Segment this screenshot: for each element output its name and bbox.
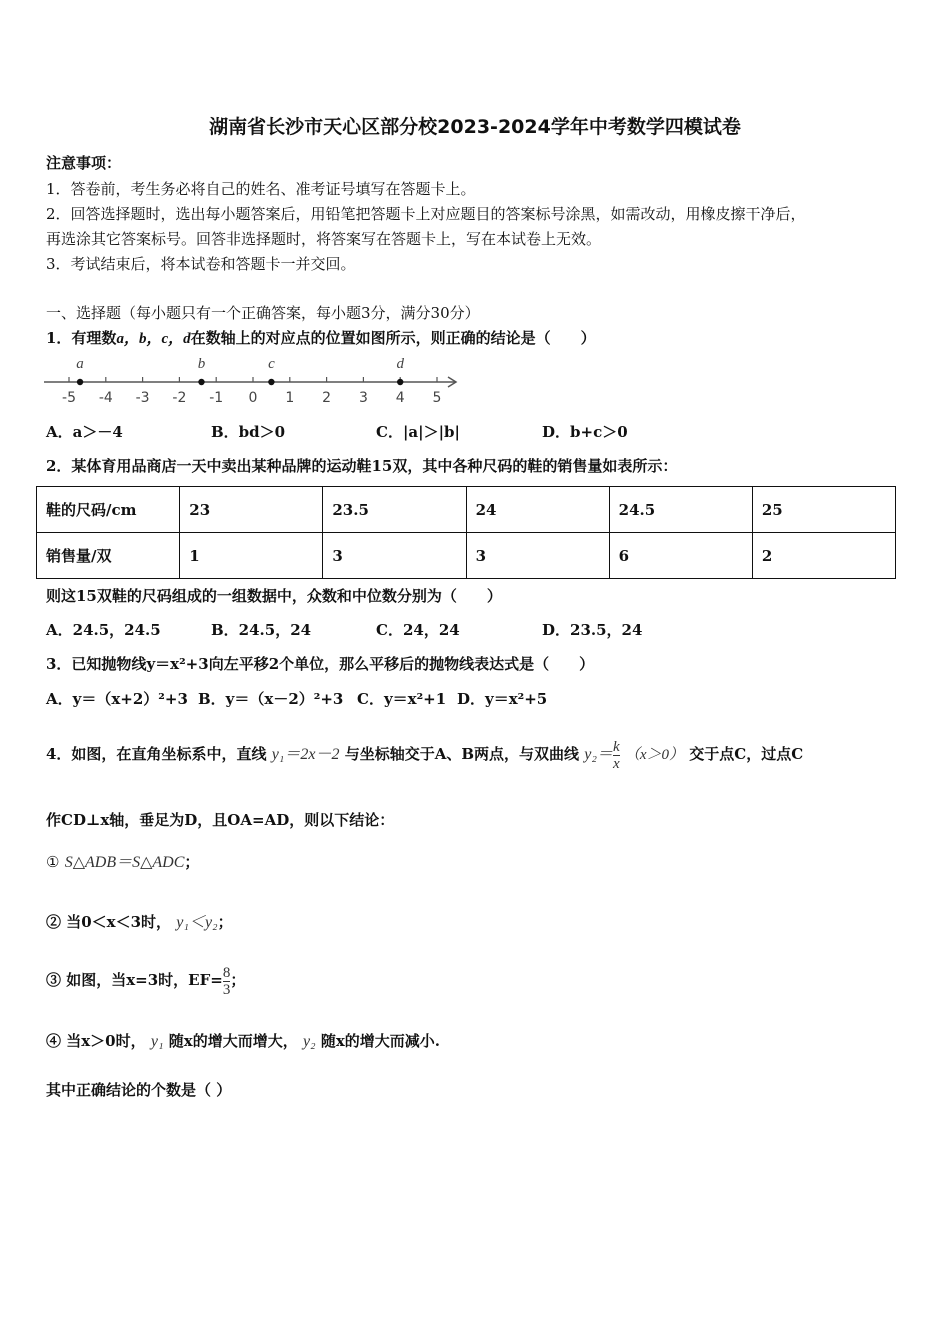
- q4-condition: （x＞0）: [624, 747, 685, 763]
- q4-c1-math: S△ADB＝S△ADC: [64, 854, 185, 871]
- q4-c2-text: ② 当0＜x＜3时，: [46, 913, 172, 931]
- q4-c1-end: ；: [184, 853, 200, 871]
- number-line-tick-label: 5: [432, 390, 442, 406]
- number-line-tick-label: 1: [285, 390, 295, 406]
- question-2-stem: 2．某体育用品商店一天中卖出某种品牌的运动鞋15双，其中各种尺码的鞋的销售量如表所示：: [46, 457, 678, 475]
- number-line-tick-label: 0: [248, 390, 258, 406]
- q4-stem-a: 4．如图，在直角坐标系中，直线: [46, 745, 267, 763]
- q4-c3-text: ③ 如图，当x=3时，EF=: [46, 971, 223, 989]
- q3-stem-a: 3．已知抛物线: [46, 655, 147, 673]
- q2-option-c[interactable]: C．24，24: [376, 621, 460, 639]
- q2-option-d[interactable]: D．23.5，24: [542, 621, 643, 639]
- q1-stem-b: 在数轴上的对应点的位置如图所示，则正确的结论是（ ）: [190, 329, 596, 347]
- q4-line-2: 作CD⊥x轴，垂足为D，且OA=AD，则以下结论：: [46, 811, 395, 829]
- q4-c2-end: ；: [217, 913, 233, 931]
- q4-c3-denominator: 3: [222, 981, 231, 998]
- q4-conclusion-2: [46, 909, 233, 932]
- table-cell: 24: [466, 487, 609, 533]
- number-line: [40, 352, 470, 408]
- table-row: [37, 487, 896, 533]
- table-cell: 1: [180, 533, 323, 579]
- q4-c4-y1: y₁: [150, 1033, 164, 1050]
- q4-conclusion-4: [46, 1030, 440, 1051]
- number-line-tick-label: -2: [172, 390, 187, 406]
- q4-hyperbola-denominator: x: [612, 755, 620, 772]
- q4-conclusion-3: [46, 962, 245, 998]
- number-line-tick-label: -5: [62, 390, 76, 406]
- note-2b: 再选涂其它答案标号。回答非选择题时，将答案写在答题卡上，写在本试卷上无效。: [46, 230, 602, 248]
- q3-option-c[interactable]: C．y＝x²+1: [357, 690, 447, 708]
- q4-c1-mark: ①: [46, 853, 60, 871]
- question-3-stem: [46, 653, 594, 674]
- number-line-point-d: [397, 379, 403, 385]
- shoe-size-table: [36, 486, 896, 579]
- page-title: 湖南省长沙市天心区部分校2023-2024学年中考数学四模试卷: [209, 116, 741, 138]
- number-line-tick-label: 3: [358, 390, 368, 406]
- number-line-tick-label: -4: [98, 390, 113, 406]
- table-cell: 23.5: [323, 487, 466, 533]
- number-line-point-label: c: [268, 356, 275, 372]
- note-1: 1．答卷前，考生务必将自己的姓名、准考证号填写在答题卡上。: [46, 180, 476, 198]
- q4-c4-text-c: 随x的增大而减小.: [320, 1032, 441, 1050]
- number-line-point-label: d: [396, 356, 404, 372]
- q1-option-d[interactable]: D．b+c＞0: [542, 423, 628, 441]
- q1-option-b[interactable]: B．bd＞0: [211, 423, 286, 441]
- table-cell: 25: [752, 487, 895, 533]
- q4-hyperbola-lhs: y₂＝: [584, 746, 613, 763]
- section-heading: 一、选择题（每小题只有一个正确答案，每小题3分，满分30分）: [46, 304, 480, 322]
- q3-option-a[interactable]: A．y＝（x+2）²+3: [46, 690, 188, 708]
- table-cell: 销售量/双: [37, 533, 180, 579]
- number-line-tick-label: -1: [209, 390, 224, 406]
- q4-stem-b: 与坐标轴交于A、B两点，与双曲线: [344, 745, 580, 763]
- q4-ask: 其中正确结论的个数是（ ）: [46, 1081, 232, 1099]
- q4-conclusion-1: [46, 849, 199, 872]
- q3-equation: y＝x²+3: [146, 655, 209, 673]
- table-cell: 3: [323, 533, 466, 579]
- table-cell: 3: [466, 533, 609, 579]
- q3-option-b[interactable]: B．y＝（x－2）²+3: [198, 690, 344, 708]
- table-cell: 2: [752, 533, 895, 579]
- q1-option-c[interactable]: C．|a|＞|b|: [376, 423, 460, 441]
- question-4-stem: [46, 734, 803, 774]
- number-line-point-a: [77, 379, 83, 385]
- number-line-point-b: [198, 379, 204, 385]
- q4-hyperbola-numerator: k: [612, 738, 620, 755]
- q2-option-b[interactable]: B．24.5，24: [211, 621, 312, 639]
- q4-c4-text-a: ④ 当x＞0时，: [46, 1032, 146, 1050]
- table-cell: 6: [609, 533, 752, 579]
- q4-c4-text-b: 随x的增大而增大，: [168, 1032, 298, 1050]
- number-line-point-c: [268, 379, 274, 385]
- q3-stem-b: 向左平移2个单位，那么平移后的抛物线表达式是（ ）: [208, 655, 595, 673]
- number-line-tick-label: 2: [322, 390, 332, 406]
- q4-c2-math: y₁＜y₂: [176, 914, 218, 931]
- number-line-tick-label: -3: [135, 390, 150, 406]
- table-cell: 24.5: [609, 487, 752, 533]
- q4-hyperbola-fraction: [613, 739, 620, 772]
- notes-heading: 注意事项：: [46, 154, 122, 172]
- q3-option-d[interactable]: D．y＝x²+5: [457, 690, 548, 708]
- number-line-point-label: a: [76, 356, 84, 372]
- q2-follow: 则这15双鞋的尺码组成的一组数据中，众数和中位数分别为（ ）: [46, 587, 502, 605]
- table-cell: 23: [180, 487, 323, 533]
- q4-stem-c: 交于点C，过点C: [689, 745, 804, 763]
- q1-stem-a: 1．有理数: [46, 329, 117, 347]
- note-3: 3．考试结束后，将本试卷和答题卡一并交回。: [46, 255, 356, 273]
- question-1-stem: [46, 327, 596, 348]
- q4-c3-end: ；: [230, 971, 246, 989]
- q4-c3-numerator: 8: [222, 964, 231, 981]
- q1-option-a[interactable]: A．a＞－4: [46, 423, 123, 441]
- q2-option-a[interactable]: A．24.5，24.5: [46, 621, 161, 639]
- table-row: [37, 533, 896, 579]
- q1-vars: a，b，c，d: [116, 331, 191, 347]
- number-line-point-label: b: [197, 356, 206, 372]
- table-cell: 鞋的尺码/cm: [37, 487, 180, 533]
- q4-line-equation: y₁＝2x－2: [271, 746, 340, 763]
- q4-c4-y2: y₂: [302, 1033, 316, 1050]
- number-line-tick-label: 4: [395, 390, 405, 406]
- note-2a: 2．回答选择题时，选出每小题答案后，用铅笔把答题卡上对应题目的答案标号涂黑，如需改动，用橡皮擦干净后，: [46, 205, 806, 223]
